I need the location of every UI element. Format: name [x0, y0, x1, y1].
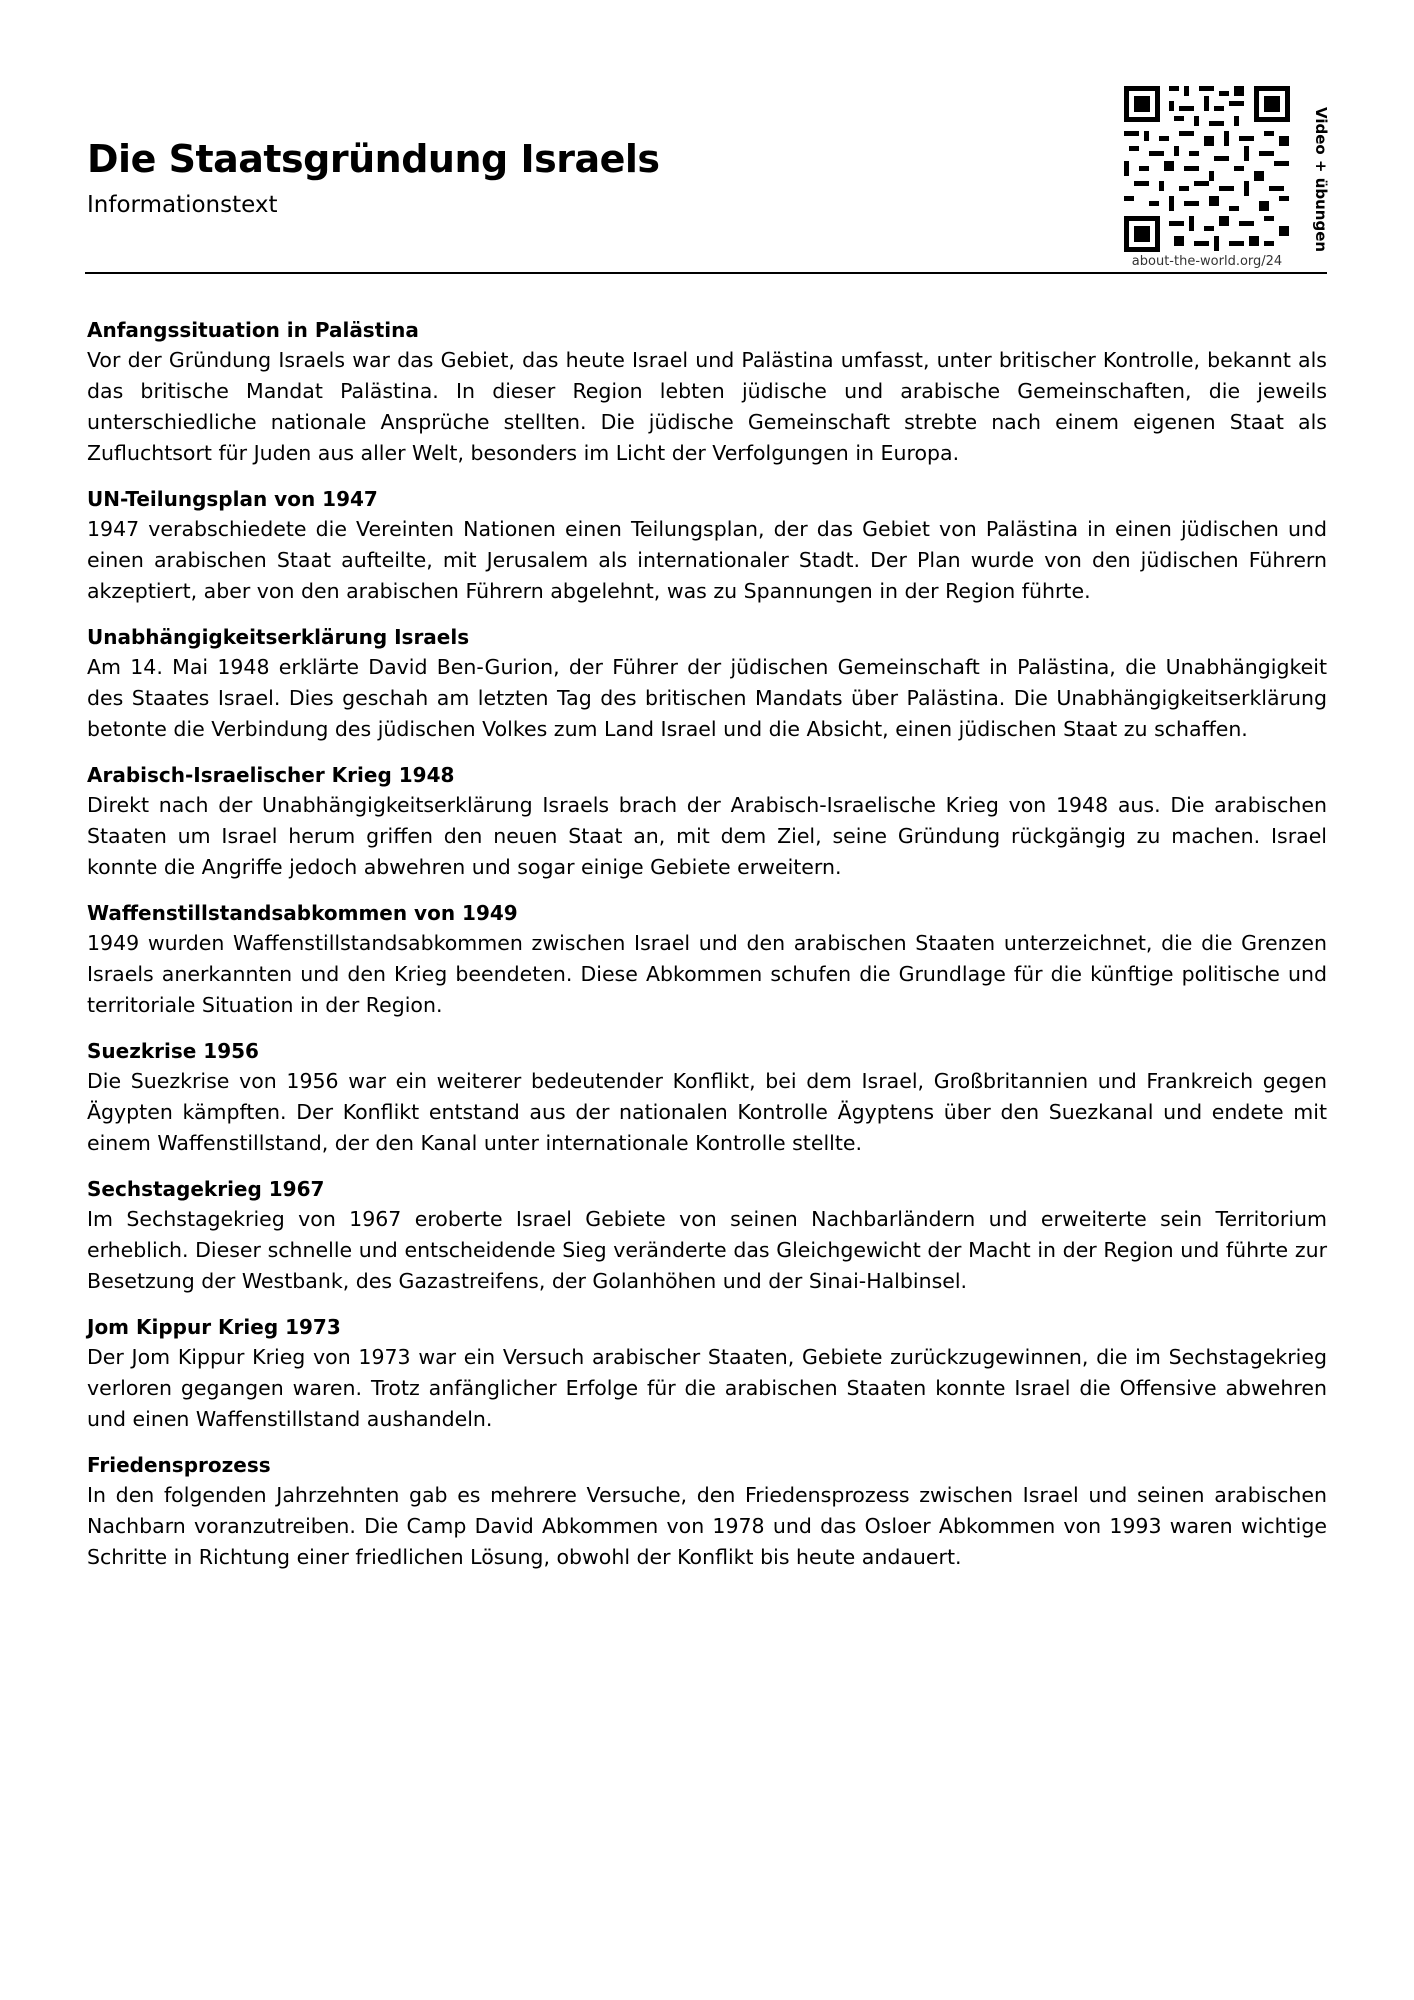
section-sechstagekrieg: [87, 1174, 1327, 1297]
section-anfangssituation: [87, 315, 1327, 469]
section-unabhaengigkeitserklaerung: [87, 622, 1327, 745]
section-heading: Friedensprozess: [87, 1453, 271, 1477]
section-text: Am 14. Mai 1948 erklärte David Ben-Gurion, der Führer der jüdischen Gemeinschaft in Palästina, die Unabhängigkeit des Staates Israel. Dies geschah am letzten Tag des britischen Mandats über Palästina. Die Unabhängigkeitserklärung betonte die Verbindung des jüdischen Volkes zum Land Israel und die Absicht, einen jüdischen Staat zu schaffen.: [87, 655, 1327, 741]
section-text: 1949 wurden Waffenstillstandsabkommen zwischen Israel und den arabischen Staaten unterzeichnet, die die Grenzen Israels anerkannten und den Krieg beendeten. Diese Abkommen schufen die Grundlage für die künftige politische und territoriale Situation in der Region.: [87, 931, 1327, 1017]
section-heading: Suezkrise 1956: [87, 1039, 259, 1063]
section-text: 1947 verabschiedete die Vereinten Nationen einen Teilungsplan, der das Gebiet von Palästina in einen jüdischen und einen arabischen Staat aufteilte, mit Jerusalem als internationaler Stadt. Der Plan wurde von den jüdischen Führern akzeptiert, aber von den arabischen Führern abgelehnt, was zu Spannungen in der Region führte.: [87, 517, 1327, 603]
section-heading: Waffenstillstandsabkommen von 1949: [87, 901, 518, 925]
section-text: Direkt nach der Unabhängigkeitserklärung Israels brach der Arabisch-Israelische Krieg von 1948 aus. Die arabischen Staaten um Israel herum griffen den neuen Staat an, mit dem Ziel, seine Gründung rückgängig zu machen. Israel konnte die Angriffe jedoch abwehren und sogar einige Gebiete erweitern.: [87, 793, 1327, 879]
qr-side-label: [1312, 100, 1332, 253]
section-text: Der Jom Kippur Krieg von 1973 war ein Versuch arabischer Staaten, Gebiete zurückzugewinnen, die im Sechstagekrieg verloren gegangen waren. Trotz anfänglicher Erfolge für die arabischen Staaten konnte Israel die Offensive abwehren und einen Waffenstillstand aushandeln.: [87, 1345, 1327, 1431]
section-text: Im Sechstagekrieg von 1967 eroberte Israel Gebiete von seinen Nachbarländern und erweiterte sein Territorium erheblich. Dieser schnelle und entscheidende Sieg veränderte das Gleichgewicht der Macht in der Region und führte zur Besetzung der Westbank, des Gazastreifens, der Golanhöhen und der Sinai-Halbinsel.: [87, 1207, 1327, 1293]
section-heading: Unabhängigkeitserklärung Israels: [87, 625, 470, 649]
info-text: [87, 315, 1327, 1588]
page-title: Die Staatsgründung Israels: [87, 137, 660, 181]
qr-code-icon[interactable]: [1122, 84, 1292, 254]
section-heading: Arabisch-Israelischer Krieg 1948: [87, 763, 455, 787]
section-suezkrise: [87, 1036, 1327, 1159]
section-text: In den folgenden Jahrzehnten gab es mehrere Versuche, den Friedensprozess zwischen Israel und seinen arabischen Nachbarn voranzutreiben. Die Camp David Abkommen von 1978 und das Osloer Abkommen von 1993 waren wichtige Schritte in Richtung einer friedlichen Lösung, obwohl der Konflikt bis heute andauert.: [87, 1483, 1327, 1569]
section-krieg-1948: [87, 760, 1327, 883]
section-heading: Jom Kippur Krieg 1973: [87, 1315, 341, 1339]
header-divider: [85, 272, 1327, 274]
section-text: Die Suezkrise von 1956 war ein weiterer bedeutender Konflikt, bei dem Israel, Großbritannien und Frankreich gegen Ägypten kämpften. Der Konflikt entstand aus der nationalen Kontrolle Ägyptens über den Suezkanal und endete mit einem Waffenstillstand, der den Kanal unter internationale Kontrolle stellte.: [87, 1069, 1327, 1155]
section-un-teilungsplan: [87, 484, 1327, 607]
section-friedensprozess: [87, 1450, 1327, 1573]
section-heading: Anfangssituation in Palästina: [87, 318, 419, 342]
qr-url[interactable]: about-the-world.org/24: [1131, 254, 1283, 269]
section-heading: UN-Teilungsplan von 1947: [87, 487, 378, 511]
section-waffenstillstand-1949: [87, 898, 1327, 1021]
section-heading: Sechstagekrieg 1967: [87, 1177, 325, 1201]
qr-side-label-text: Video + übungen: [1312, 107, 1330, 253]
page-subtitle: Informationstext: [87, 192, 278, 218]
section-jom-kippur: [87, 1312, 1327, 1435]
section-text: Vor der Gründung Israels war das Gebiet, das heute Israel und Palästina umfasst, unter britischer Kontrolle, bekannt als das britische Mandat Palästina. In dieser Region lebten jüdische und arabische Gemeinschaften, die jeweils unterschiedliche nationale Ansprüche stellten. Die jüdische Gemeinschaft strebte nach einem eigenen Staat als Zufluchtsort für Juden aus aller Welt, besonders im Licht der Verfolgungen in Europa.: [87, 348, 1327, 465]
